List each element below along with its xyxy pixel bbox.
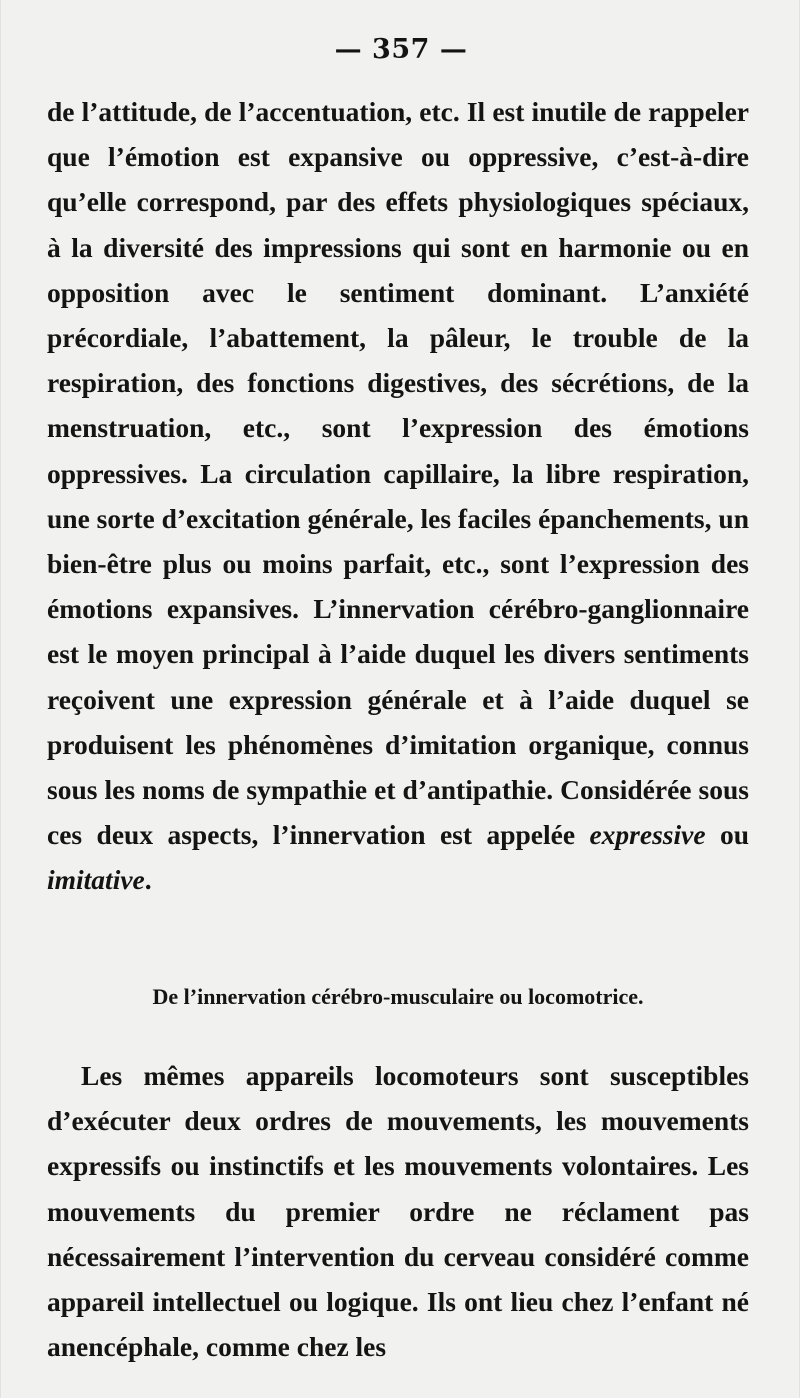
italic-term-expressive: expressive <box>589 819 706 851</box>
section-heading: De l’innervation cérébro-musculaire ou locomotrice. <box>152 984 644 1009</box>
paragraph-text-connector: ou <box>705 819 750 851</box>
paragraph-text-end: . <box>144 864 152 896</box>
page-number: — 357 — <box>334 34 468 65</box>
paragraph-locomotor-movements: Les mêmes appareils locomoteurs sont susceptibles d’exécuter deux ordres de mouvements, les mouvements expressifs ou instinctifs et les mouvements volontaires. Les mouvements du premier ordre ne réclament pas nécessairement l’intervention du cerveau considéré comme appareil intellectuel ou logique. Ils ont lieu chez l’enfant né anencéphale, comme chez les <box>47 1060 749 1363</box>
italic-term-imitative: imitative <box>47 864 145 896</box>
paragraph-text: de l’attitude, de l’accentuation, etc. Il est inutile de rappeler que l’émotion est expansive ou oppressive, c’est-à-dire qu’elle correspond, par des effets physiologiques spéciaux, à la diversité des impressions qui sont en harmonie ou en opposition avec le sentiment dominant. L’anxiété précordiale, l’abattement, la pâleur, le trouble de la respiration, des fonctions digestives, des sécrétions, de la menstruation, etc., sont l’expression des émotions oppressives. La circulation capillaire, la libre respiration, une sorte d’excitation générale, les faciles épanchements, un bien-être plus ou moins parfait, etc., sont l’expression des émotions expansives. L’innervation cérébro-ganglionnaire est le moyen principal à l’aide duquel les divers sentiments reçoivent une expression générale et à l’aide duquel se produisent les phénomènes d’imitation organique, connus sous les noms de sympathie et d’antipathie. Considérée sous ces deux aspects, l’innervation est appelée <box>47 96 749 851</box>
paragraph-emotion-expression <box>47 89 749 903</box>
